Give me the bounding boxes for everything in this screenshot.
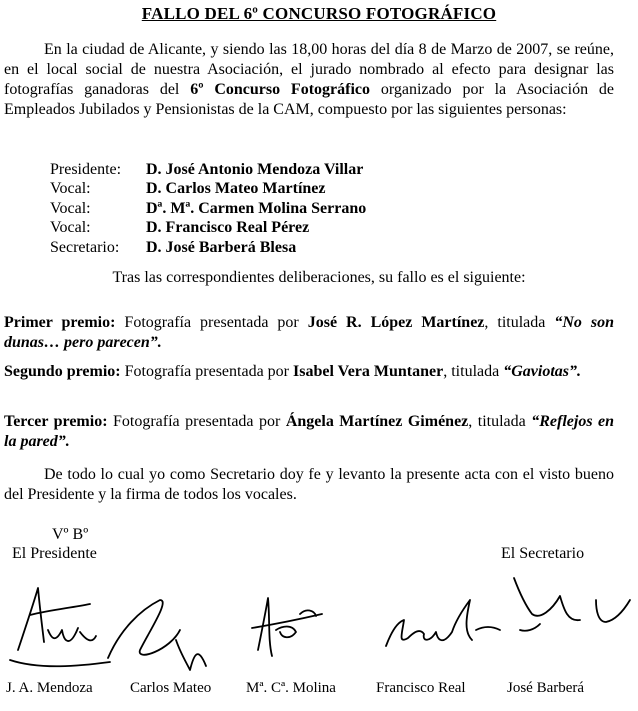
jury-role: Vocal: (50, 219, 91, 237)
jury-row (50, 218, 366, 237)
intro-text-2: organizado por la Asociación de Empleados Jubilados y Pensionistas de la CAM, compuesto por las siguientes personas: (4, 81, 614, 118)
jury-name: D. José Barberá Blesa (146, 238, 297, 256)
signature-name: José Barberá (507, 680, 585, 696)
prize-title-prefix: , titulada (484, 314, 555, 331)
signature-real (386, 600, 500, 646)
first-prize (4, 313, 614, 353)
jury-name: D. José Antonio Mendoza Villar (146, 161, 364, 178)
prize-label: Segundo premio: (4, 363, 121, 380)
signature-name: J. A. Mendoza (6, 680, 93, 696)
intro-paragraph (4, 40, 614, 120)
deliberation-text: Tras las correspondientes deliberaciones, su fallo es el siguiente: (112, 269, 526, 286)
jury-role: Vocal: (50, 180, 91, 198)
prize-title-prefix: , titulada (443, 363, 504, 380)
jury-list (50, 160, 366, 257)
jury-role: Secretario: (50, 238, 120, 256)
secretary-label: El Secretario (501, 545, 585, 562)
prize-text: Fotografía presentada por (120, 363, 293, 380)
second-prize (4, 362, 614, 382)
prize-photo-title: “Gaviotas”. (503, 363, 581, 380)
prize-label: Primer premio: (4, 314, 116, 331)
jury-row (50, 238, 366, 257)
signature-mendoza (10, 588, 110, 666)
jury-name: D. Francisco Real Pérez (146, 219, 310, 237)
document-title: FALLO DEL 6º CONCURSO FOTOGRÁFICO (141, 4, 497, 23)
jury-row (50, 160, 366, 179)
jury-role: Vocal: (50, 199, 91, 217)
signature-name: Mª. Cª. Molina (246, 680, 336, 696)
prize-winner: José R. López Martínez (307, 314, 485, 331)
signature-molina (252, 598, 322, 656)
jury-row (50, 179, 366, 198)
signature-name: Francisco Real (376, 680, 466, 696)
prize-text: Fotografía presentada por (115, 314, 308, 331)
jury-name: D. Carlos Mateo Martínez (146, 180, 326, 198)
president-label: El Presidente (12, 545, 97, 562)
prize-winner: Isabel Vera Muntaner (293, 363, 444, 380)
handwritten-signatures (0, 570, 638, 682)
signature-mateo (108, 600, 206, 670)
closing-paragraph: De todo lo cual yo como Secretario doy fe y levanto la presente acta con el visto bueno del Presidente y la firma de todos los vocales. (4, 466, 614, 503)
prize-photo-title: “No son dunas… pero parecen”. (4, 314, 614, 351)
signature-barbera (514, 578, 630, 631)
prize-title-prefix: , titulada (468, 413, 532, 430)
prize-winner: Ángela Martínez Giménez (285, 413, 469, 430)
prize-label: Tercer premio: (4, 413, 108, 430)
third-prize (4, 412, 614, 452)
jury-row (50, 199, 366, 218)
prize-photo-title: “Reflejos en la pared”. (4, 413, 615, 450)
signature-name: Carlos Mateo (130, 680, 212, 696)
jury-role: Presidente: (50, 161, 122, 178)
jury-name: Dª. Mª. Carmen Molina Serrano (146, 199, 367, 217)
contest-name: 6º Concurso Fotográfico (190, 81, 370, 98)
intro-text-1: En la ciudad de Alicante, y siendo las 18,00 horas del día 8 de Marzo de 2007, se reúne, en el local social de nuestra Asociación, el jurado nombrado al efecto para designar las fotografías ganadoras del (4, 41, 614, 98)
prize-text: Fotografía presentada por (107, 413, 286, 430)
visto-bueno: Vº Bº (52, 526, 89, 543)
